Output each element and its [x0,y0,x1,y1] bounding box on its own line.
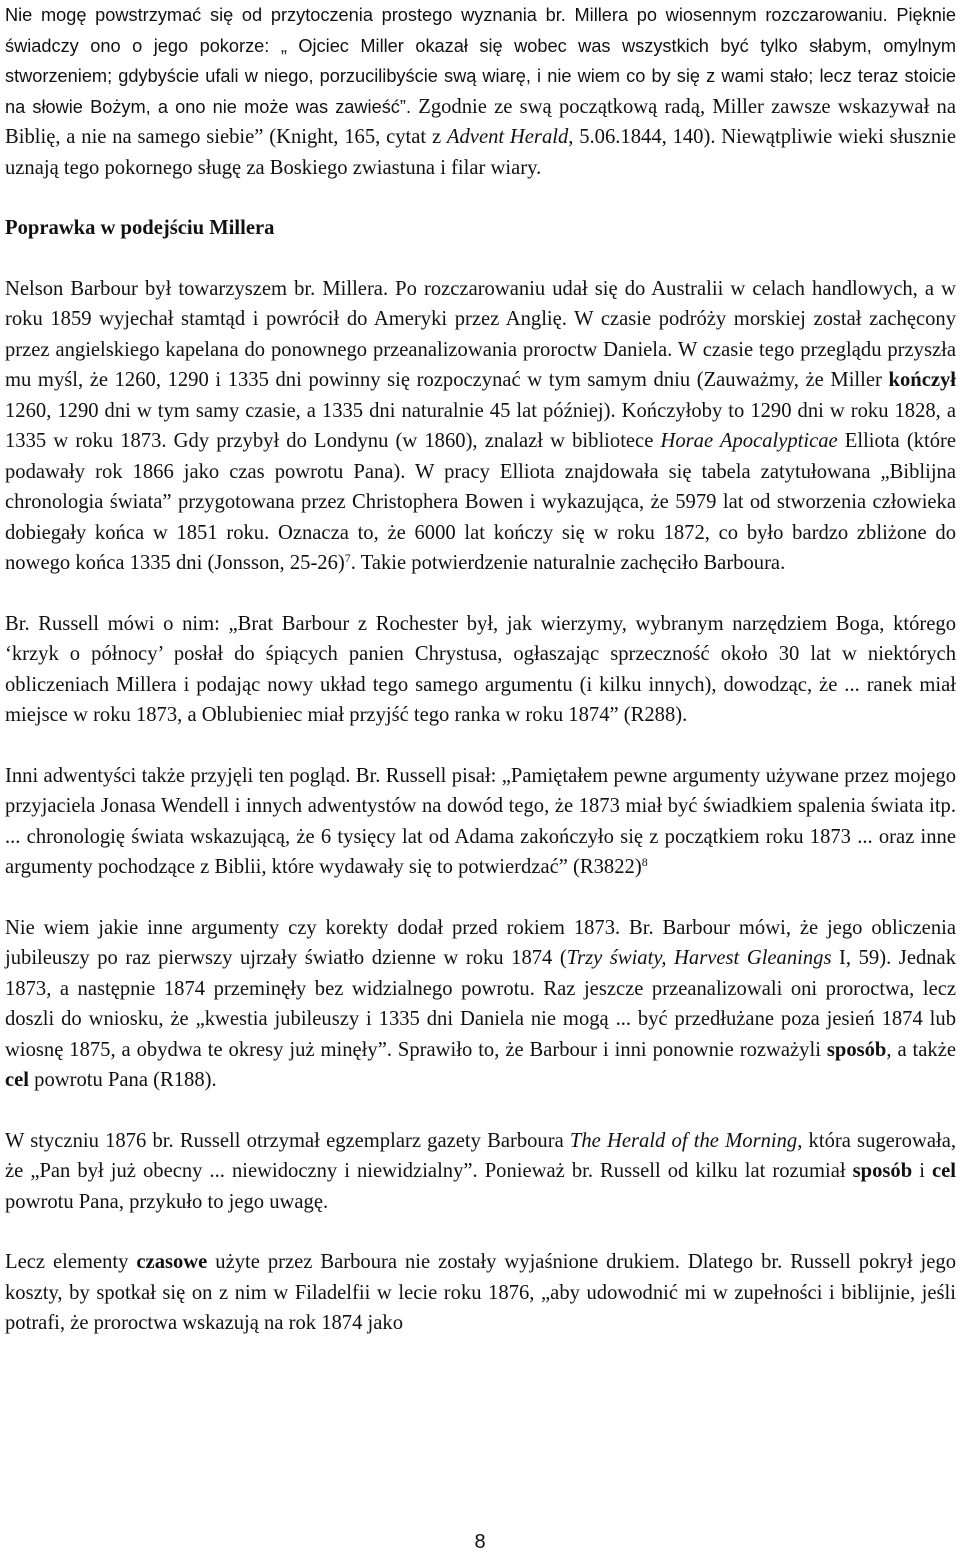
text-span: i [912,1160,932,1182]
footnote-ref: 8 [641,855,648,869]
bold-text: czasowe [136,1251,208,1273]
footnote-ref: 7 [344,551,351,565]
paragraph-barbour [0,274,960,579]
text-span: 1260, 1290 dni w tym samy czasie, a 1335 dni naturalnie 45 lat później). Kończyłoby to 1290 dni w roku 1828, a 1335 w roku 1873. Gdy przybył do Londynu (w 1860), znalazł w bibliotece [5,399,956,452]
text-span: . Takie potwierdzenie naturalnie zachęciło Barboura. [350,552,786,574]
paragraph-herald [0,1126,960,1218]
paragraph-other-adventists [0,761,960,883]
italic-title: Trzy światy, Harvest Gleanings [566,947,832,969]
bold-text: cel [5,1069,30,1091]
text-span: , a także [886,1038,956,1061]
text-span: Elliota (które podawały rok 1866 jako czas powrotu Pana). W pracy Elliota znajdowała się tabela zatytułowana „Biblijna chronologia świata” przygotowana przez Christophera Bowen i wykazująca, że 5979 lat od stworzenia człowieka dobiegały końca w 1851 roku. Oznacza to, że 6000 lat kończy się w roku 1872, co było bardzo zbliżone do nowego końca 1335 dni (Jonsson, 25-26) [5,430,956,574]
bold-text: sposób [852,1160,913,1182]
text-span: I, 59). Jednak 1873, a następnie 1874 przeminęły bez widzialnego powrotu. Raz jeszcze przeanalizowali oni proroctwa, lecz doszli do wniosku, że „kwestia jubileuszy i 1335 dni Daniela nie mogą ... być przedłużane poza jesień 1874 lub wiosnę 1875, a obydwa te okresy już minęły”. Sprawiło to, że Barbour i inni ponownie rozważyli [5,947,956,1061]
page-number: 8 [474,1531,486,1553]
text-span: W styczniu 1876 br. Russell otrzymał egzemplarz gazety Barboura [5,1129,570,1152]
text-span: Zgodnie ze swą początkową radą, Miller zawsze wskazywał na Biblię, a nie na samego siebie” (Knight, 165, cytat z [5,95,956,148]
bold-text: cel [931,1160,956,1182]
text-span: Lecz elementy [5,1251,137,1273]
italic-title: Horae Apocalypticae [660,430,838,452]
text-span: 5.06.1844, 140). Niewątpliwie wieki słusznie uznają tego pokornego sługę za Boskiego zwiastuna i filar wiary. [5,126,956,179]
italic-title: The Herald of the Morning [569,1129,798,1152]
paragraph-russell-quote: Br. Russell mówi o nim: „Brat Barbour z Rochester był, jak wierzymy, wybranym narzędziem Boga, którego ‘krzyk o północy’ posłał do śpiących panien Chrystusa, ogłaszając sprzeczność około 30 lat w niektórych obliczeniach Millera i podając nowy układ tego samego argumentu (i kilku innych), dowodząc, że ... ranek miał miejsce w roku 1873, a Oblubieniec miał przyjść tego ranka w roku 1874” (R288). [5,612,956,726]
paragraph-jubilee [0,913,960,1096]
text-span: Nelson Barbour był towarzyszem br. Millera. Po rozczarowaniu udał się do Australii w celach handlowych, a w roku 1859 wyjechał stamtąd i powrócił do Ameryki przez Anglię. W czasie podróży morskiej został zachęcony przez angielskiego kapelana do ponownego przeanalizowania proroctw Daniela. W czasie tego przeglądu przyszła mu myśl, że 1260, 1290 i 1335 dni powinny się rozpoczynać w tym samym dniu (Zauważmy, że Miller [5,277,956,391]
text-span: Nie wiem jakie inne argumenty czy korekty dodał przed rokiem 1873. Br. Barbour mówi, że jego obliczenia jubileuszy po raz pierwszy ujrzały światło dzienne w roku 1874 ( [5,916,956,969]
paragraph-miller-confession [0,0,960,183]
text-span: powrotu Pana, przykuło to jego uwagę. [5,1190,329,1213]
bold-text: sposób [826,1038,887,1061]
section-heading: Poprawka w podejściu Millera [5,217,275,239]
text-span: powrotu Pana (R188). [29,1069,217,1091]
text-span: Inni adwentyści także przyjęli ten pogląd. Br. Russell pisał: „Pamiętałem pewne argumenty używane przez mojego przyjaciela Jonasa Wendell i innych adwentystów na dowód tego, że 1873 miał być świadkiem spalenia świata itp. ... chronologię świata wskazującą, że 6 tysięcy lat od Adama zakończyło się z początkiem roku 1873 ... oraz inne argumenty pochodzące z Biblii, które wydawały się to potwierdzać” (R3822) [5,764,956,878]
text-span: , która sugerowała, że „Pan był już obecny ... niewidoczny i niewidzialny”. Ponieważ br. Russell od kilku lat rozumiał [5,1129,956,1182]
bold-text: kończył [888,369,956,391]
text-span: Nie mogę powstrzymać się od przytoczenia prostego wyznania br. Millera po wiosennym rozczarowaniu. Pięknie świadczy ono o jego pokorze: „ Ojciec Miller okazał się wobec was wszystkich być tylko słabym, omylnym stworzeniem; gdybyście ufali w niego, porzucilibyście swą wiarę, i nie wiem co by się z wami stało; lecz teraz stoicie na słowie Bożym, a ono nie może was zawieść”. [5,5,956,117]
paragraph-time-elements [0,1247,960,1339]
text-span: użyte przez Barboura nie zostały wyjaśnione drukiem. Dlatego br. Russell pokrył jego koszty, by spotkał się on z nim w Filadelfii w lecie roku 1876, „aby udowodnić mi w zupełności i biblijnie, jeśli potrafi, że proroctwa wskazują na rok 1874 jako [5,1251,956,1334]
italic-title: Advent Herald, [446,126,574,148]
